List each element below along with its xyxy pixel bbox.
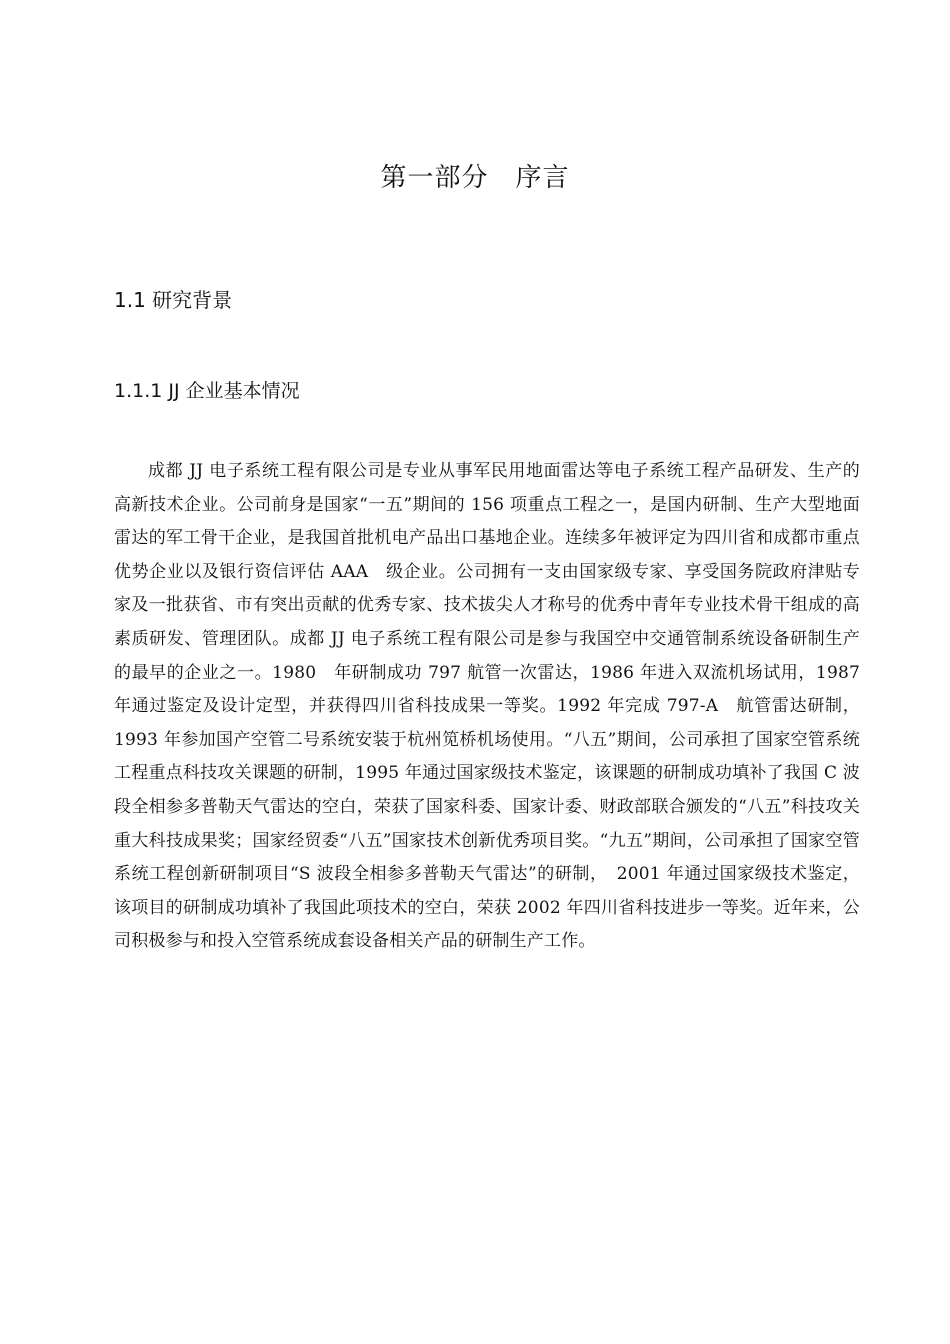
body-paragraph: 成都 JJ 电子系统工程有限公司是专业从事军民用地面雷达等电子系统工程产品研发、生产的高新技术企业。公司前身是国家“一五”期间的 156 项重点工程之一，是国内研制、生产大型地面雷达的军工骨干企业，是我国首批机电产品出口基地企业。连续多年被评定为四川省和成都市重点优势企业以及银行资信评估 AAA 级企业。公司拥有一支由国家级专家、享受国务院政府津贴专家及一批获省、市有突出贡献的优秀专家、技术拔尖人才称号的优秀中青年专业技术骨干组成的高素质研发、管理团队。成都 JJ 电子系统工程有限公司是参与我国空中交通管制系统设备研制生产的最早的企业之一。1980 年研制成功 797 航管一次雷达，1986 年进入双流机场试用，1987 年通过鉴定及设计定型，并获得四川省科技成果一等奖。1992 年完成 797-A 航管雷达研制，1993 年参加国产空管二号系统安装于杭州笕桥机场使用。“八五”期间，公司承担了国家空管系统工程重点科技攻关课题的研制，1995 年通过国家级技术鉴定，该课题的研制成功填补了我国 C 波段全相参多普勒天气雷达的空白，荣获了国家科委、国家计委、财政部联合颁发的“八五”科技攻关重大科技成果奖；国家经贸委“八五”国家技术创新优秀项目奖。“九五”期间，公司承担了国家空管系统工程创新研制项目“S 波段全相参多普勒天气雷达”的研制， 2001 年通过国家级技术鉴定，该项目的研制成功填补了我国此项技术的空白，荣获 2002 年四川省科技进步一等奖。近年来，公司积极参与和投入空管系统成套设备相关产品的研制生产工作。 [114, 461, 860, 952]
part-title: 第一部分 序言 [380, 163, 570, 193]
subsection-heading: 1.1.1 JJ 企业基本情况 [114, 380, 300, 402]
section-heading: 1.1 研究背景 [114, 288, 233, 312]
